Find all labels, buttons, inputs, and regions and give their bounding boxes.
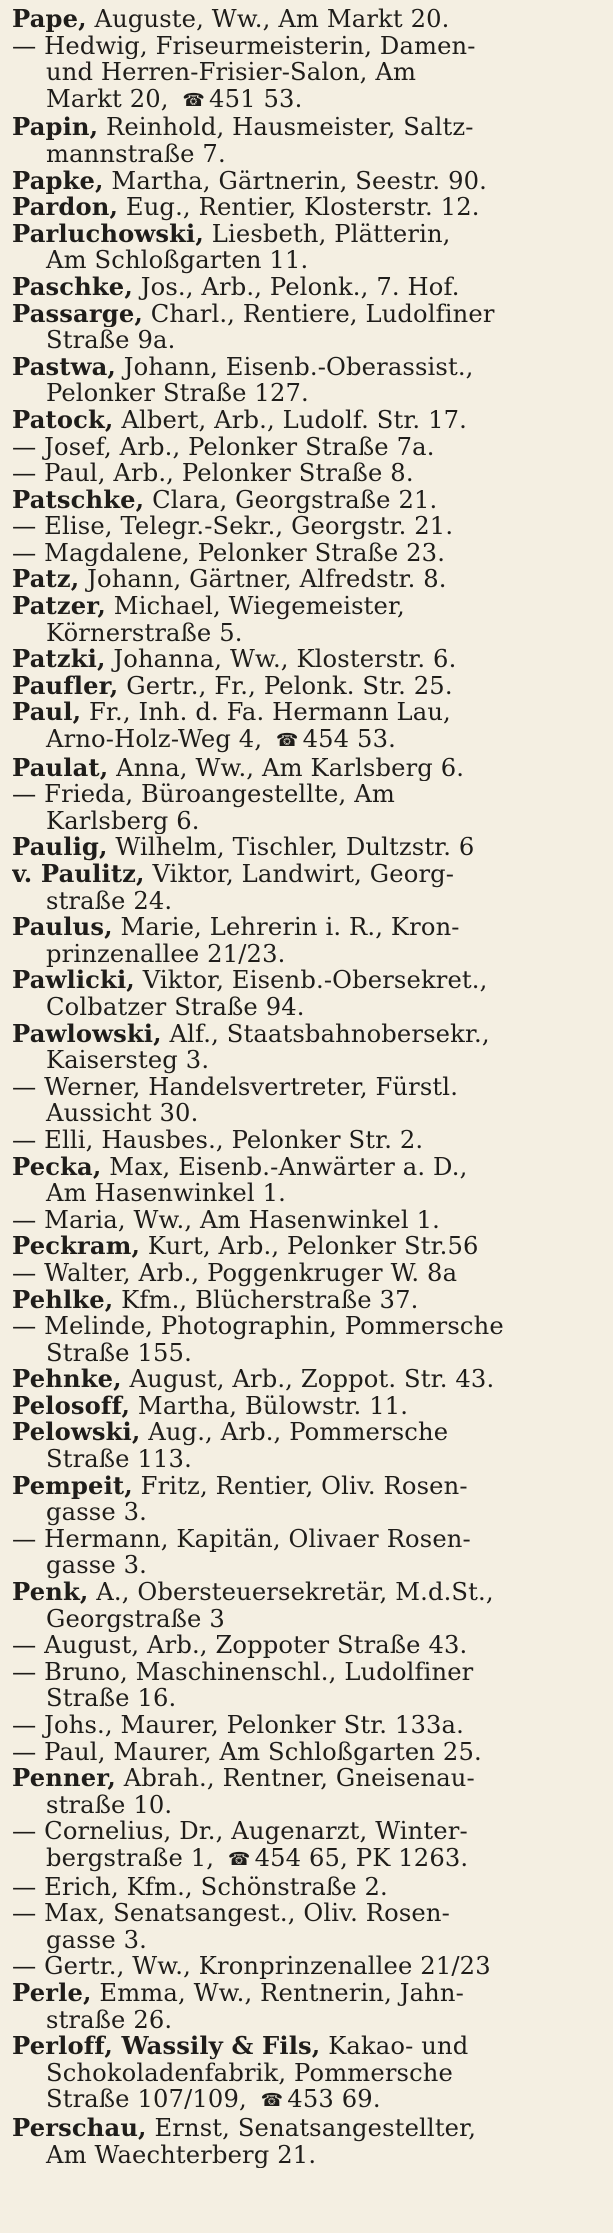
entry-text: Georgstraße 3 <box>46 1605 225 1633</box>
entry-text: — Melinde, Photographin, Pommersche <box>12 1313 504 1340</box>
entry-line <box>12 1606 603 1633</box>
entry-text: — Paul, Maurer, Am Schloßgarten 25. <box>12 1738 482 1766</box>
phone-number: 454 53. <box>302 726 396 754</box>
entry-text: — Walter, Arb., Poggenkruger W. 8a <box>12 1259 458 1287</box>
directory-entry <box>12 1021 603 1074</box>
entry-line <box>12 808 603 835</box>
entry-line <box>12 1154 603 1181</box>
directory-entry <box>12 1419 603 1472</box>
entry-text: Albert, Arb., Ludolf. Str. 17. <box>113 406 467 434</box>
entry-text: Arno-Holz-Weg 4, <box>46 726 271 754</box>
entry-line <box>12 1953 603 1980</box>
entry-line <box>12 1207 603 1234</box>
entry-text: Körnerstraße 5. <box>46 619 243 647</box>
entry-line <box>12 487 603 514</box>
entry-text: Fr., Inh. d. Fa. Hermann Lau, <box>81 699 451 727</box>
directory-entry <box>12 6 603 33</box>
entry-text: Karlsberg 6. <box>46 807 200 835</box>
directory-entry <box>12 1980 603 2033</box>
entry-surname: Pastwa, <box>12 353 116 381</box>
entry-line <box>12 1074 603 1101</box>
entry-text: Abrah., Rentner, Gneisenau- <box>115 1765 475 1792</box>
entry-line <box>12 1180 603 1207</box>
entry-text: Straße 9a. <box>46 327 176 354</box>
directory-entry <box>12 1154 603 1207</box>
entry-text: Aussicht 30. <box>46 1100 199 1127</box>
entry-text: Straße 155. <box>46 1339 192 1367</box>
phone-number: 453 69. <box>287 2086 381 2114</box>
entry-line <box>12 274 603 301</box>
directory-entry <box>12 1526 603 1579</box>
directory-entry <box>12 1473 603 1526</box>
entry-text: Anna, Ww., Am Karlsberg 6. <box>108 754 465 782</box>
entry-line <box>12 2033 603 2060</box>
entry-surname: Patzer, <box>12 593 106 620</box>
directory-entry <box>12 487 603 514</box>
entry-text: Viktor, Landwirt, Georg- <box>144 861 455 888</box>
directory-entry <box>12 2115 603 2168</box>
entry-text: Liesbeth, Plätterin, <box>203 220 451 248</box>
entry-line <box>12 1659 603 1686</box>
entry-text: Schokoladenfabrik, Pommersche <box>46 2059 453 2087</box>
entry-text: Wilhelm, Tischler, Dultzstr. 6 <box>107 834 475 861</box>
directory-entry <box>12 673 603 700</box>
entry-text: Fritz, Rentier, Oliv. Rosen- <box>132 1472 468 1500</box>
entry-text: mannstraße 7. <box>46 140 226 168</box>
entry-line <box>12 566 603 593</box>
entry-line <box>12 1818 603 1845</box>
entry-line <box>12 1927 603 1954</box>
entry-surname: Papke, <box>12 167 104 195</box>
entry-surname: v. Paulitz, <box>12 861 145 888</box>
entry-text: straße 26. <box>46 2006 173 2034</box>
directory-entry <box>12 1818 603 1873</box>
directory-entry <box>12 1313 603 1366</box>
entry-text: Reinhold, Hausmeister, Saltz- <box>98 114 474 141</box>
entry-text: Marie, Lehrerin i. R., Kron- <box>112 914 460 941</box>
entry-surname: Penk, <box>12 1579 89 1606</box>
entry-text: — Johs., Maurer, Pelonker Str. 133a. <box>12 1712 464 1739</box>
entry-text: Ernst, Senatsangestellter, <box>146 2114 477 2142</box>
directory-entry <box>12 1287 603 1314</box>
entry-line <box>12 861 603 888</box>
entry-line <box>12 540 603 567</box>
directory-entry <box>12 1366 603 1393</box>
entry-text: — Hermann, Kapitän, Olivaer Rosen- <box>12 1525 471 1553</box>
entry-surname: Paulat, <box>12 754 109 782</box>
entry-line <box>12 247 603 274</box>
entry-text: — Paul, Arb., Pelonker Straße 8. <box>12 460 414 487</box>
entry-line <box>12 1021 603 1048</box>
entry-text: — Josef, Arb., Pelonker Straße 7a. <box>12 433 435 461</box>
entry-line <box>12 1233 603 1260</box>
entry-text: — Maria, Ww., Am Hasenwinkel 1. <box>12 1206 440 1234</box>
entry-surname: Paul, <box>12 699 82 727</box>
entry-surname: Patschke, <box>12 486 145 514</box>
entry-line <box>12 141 603 168</box>
entry-text: Kfm., Blücherstraße 37. <box>113 1286 419 1314</box>
entry-line <box>12 699 603 726</box>
entry-line <box>12 834 603 861</box>
entry-text: — Magdalene, Pelonker Straße 23. <box>12 539 446 567</box>
directory-entry <box>12 2033 603 2115</box>
phone-icon: ☎ <box>182 89 206 111</box>
entry-surname: Pelowski, <box>12 1419 141 1447</box>
directory-entry <box>12 513 603 540</box>
entry-line <box>12 1473 603 1500</box>
entry-text: und Herren-Frisier-Salon, Am <box>46 59 417 86</box>
entry-text: Eug., Rentier, Klosterstr. 12. <box>118 194 480 221</box>
entry-text: — Hedwig, Friseurmeisterin, Damen- <box>12 32 476 60</box>
phone-icon: ☎ <box>276 730 299 752</box>
entry-line <box>12 781 603 808</box>
entry-surname: Perloff, Wassily & Fils, <box>12 2033 321 2060</box>
entry-line <box>12 1900 603 1927</box>
directory-entry <box>12 1712 603 1739</box>
directory-entry <box>12 114 603 167</box>
entry-text: Johann, Eisenb.-Oberassist., <box>115 353 474 381</box>
directory-entry <box>12 967 603 1020</box>
entry-surname: Pehnke, <box>12 1366 122 1393</box>
entry-text: Aug., Arb., Pommersche <box>140 1419 449 1447</box>
entry-surname: Paulig, <box>12 834 108 861</box>
entry-line <box>12 1874 603 1901</box>
entry-text: Johanna, Ww., Klosterstr. 6. <box>105 646 457 673</box>
entry-text: Straße 113. <box>46 1446 192 1473</box>
entry-surname: Papin, <box>12 114 99 141</box>
entry-line <box>12 941 603 968</box>
directory-entry <box>12 781 603 834</box>
entry-text: Am Waechterberg 21. <box>46 2141 317 2169</box>
entry-line <box>12 1632 603 1659</box>
entry-text: bergstraße 1, <box>46 1844 222 1872</box>
entry-text: Pelonker Straße 127. <box>46 380 309 407</box>
entry-text: Colbatzer Straße 94. <box>46 993 305 1021</box>
entry-line <box>12 755 603 782</box>
entry-line <box>12 2007 603 2034</box>
entry-text: Kaisersteg 3. <box>46 1047 210 1074</box>
entry-line <box>12 914 603 941</box>
entry-line <box>12 1552 603 1579</box>
directory-entry <box>12 1074 603 1127</box>
entry-text: Michael, Wiegemeister, <box>105 593 405 620</box>
entry-text: — Erich, Kfm., Schönstraße 2. <box>12 1873 388 1901</box>
entry-line <box>12 434 603 461</box>
directory-entry <box>12 1874 603 1901</box>
entry-line <box>12 2142 603 2169</box>
entry-text: Martha, Gärtnerin, Seestr. 90. <box>103 167 488 195</box>
entry-text: Emma, Ww., Rentnerin, Jahn- <box>91 1979 464 2007</box>
entry-surname: Peckram, <box>12 1233 141 1260</box>
entry-surname: Pawlowski, <box>12 1020 162 1048</box>
entry-text: Kakao- und <box>320 2033 469 2060</box>
entry-text: straße 24. <box>46 887 173 915</box>
entry-text: Alf., Staatsbahnobersekr., <box>161 1020 490 1048</box>
entry-line <box>12 221 603 248</box>
directory-entry <box>12 1127 603 1154</box>
directory-entry <box>12 407 603 434</box>
directory-entry <box>12 354 603 407</box>
entry-line <box>12 1340 603 1367</box>
entry-surname: Perle, <box>12 1979 92 2007</box>
entry-surname: Paufler, <box>12 672 119 700</box>
entry-text: Viktor, Eisenb.-Obersekret., <box>134 967 488 994</box>
entry-text: A., Obersteuersekretär, M.d.St., <box>88 1579 494 1606</box>
entry-text: — Bruno, Maschinenschl., Ludolfiner <box>12 1658 474 1686</box>
entry-line <box>12 593 603 620</box>
directory-entry <box>12 1393 603 1420</box>
entry-line <box>12 888 603 915</box>
entry-text: straße 10. <box>46 1791 173 1819</box>
directory-entry <box>12 1765 603 1818</box>
entry-text: Am Schloßgarten 11. <box>46 247 309 274</box>
entry-line <box>12 1526 603 1553</box>
entry-line <box>12 1287 603 1314</box>
entry-text: Max, Eisenb.-Anwärter a. D., <box>101 1153 468 1181</box>
entry-surname: Pawlicki, <box>12 967 135 994</box>
entry-text: gasse 3. <box>46 1499 148 1526</box>
entry-line <box>12 1739 603 1766</box>
entry-text: prinzenallee 21/23. <box>46 940 286 968</box>
directory-entry <box>12 33 603 115</box>
directory-entry <box>12 914 603 967</box>
entry-line <box>12 1313 603 1340</box>
entry-text: Charl., Rentiere, Ludolfiner <box>142 300 495 328</box>
entry-text: Gertr., Fr., Pelonk. Str. 25. <box>118 672 453 700</box>
directory-entry <box>12 1632 603 1659</box>
entry-line <box>12 6 603 33</box>
directory-entry <box>12 593 603 646</box>
directory-entry <box>12 566 603 593</box>
entry-surname: Perschau, <box>12 2114 147 2142</box>
entry-line <box>12 407 603 434</box>
entry-surname: Patzki, <box>12 646 106 673</box>
directory-entry <box>12 194 603 221</box>
entry-text: August, Arb., Zoppot. Str. 43. <box>121 1366 495 1393</box>
entry-line <box>12 994 603 1021</box>
entry-line <box>12 1499 603 1526</box>
entry-text: — August, Arb., Zoppoter Straße 43. <box>12 1632 468 1659</box>
entry-line <box>12 1366 603 1393</box>
entry-line <box>12 1393 603 1420</box>
entry-line <box>12 1792 603 1819</box>
entry-line <box>12 1845 603 1874</box>
phone-icon: ☎ <box>260 2090 284 2112</box>
entry-text: — Max, Senatsangest., Oliv. Rosen- <box>12 1900 450 1927</box>
directory-entry <box>12 301 603 354</box>
entry-line <box>12 327 603 354</box>
directory-entry <box>12 168 603 195</box>
entry-line <box>12 460 603 487</box>
entry-surname: Pardon, <box>12 194 119 221</box>
directory-entry <box>12 861 603 914</box>
entry-line <box>12 194 603 221</box>
phone-number: 454 65, PK 1263. <box>254 1844 469 1872</box>
directory-entry <box>12 1233 603 1260</box>
phone-number: 451 53. <box>209 85 303 113</box>
directory-entry <box>12 1739 603 1766</box>
entry-text: Johann, Gärtner, Alfredstr. 8. <box>79 566 447 594</box>
entry-line <box>12 2086 603 2115</box>
directory-entry <box>12 755 603 782</box>
entry-line <box>12 2115 603 2142</box>
entry-line <box>12 673 603 700</box>
entry-text: — Cornelius, Dr., Augenarzt, Winter- <box>12 1818 468 1845</box>
entry-text: gasse 3. <box>46 1926 148 1954</box>
entry-text: Am Hasenwinkel 1. <box>46 1180 286 1207</box>
entry-text: Straße 107/109, <box>46 2086 255 2114</box>
entry-surname: Pecka, <box>12 1153 102 1181</box>
entry-line <box>12 726 603 755</box>
entry-text: Clara, Georgstraße 21. <box>144 486 438 514</box>
entry-line <box>12 301 603 328</box>
entry-line <box>12 1260 603 1287</box>
entry-surname: Pelosoff, <box>12 1392 131 1420</box>
entry-text: — Frieda, Büroangestellte, Am <box>12 781 395 808</box>
entry-surname: Paulus, <box>12 914 113 941</box>
entry-line <box>12 513 603 540</box>
directory-entry <box>12 646 603 673</box>
directory-entry <box>12 540 603 567</box>
directory-entry <box>12 434 603 461</box>
entry-surname: Pape, <box>12 6 87 33</box>
entry-text: — Elise, Telegr.-Sekr., Georgstr. 21. <box>12 513 454 540</box>
directory-entry <box>12 1659 603 1712</box>
entry-line <box>12 1685 603 1712</box>
entry-line <box>12 1765 603 1792</box>
entry-text: Straße 16. <box>46 1685 177 1712</box>
entry-line <box>12 1047 603 1074</box>
entry-line <box>12 646 603 673</box>
directory-entry <box>12 460 603 487</box>
entry-line <box>12 1100 603 1127</box>
entry-surname: Penner, <box>12 1765 116 1792</box>
directory-entry <box>12 1579 603 1632</box>
entry-line <box>12 33 603 60</box>
entry-line <box>12 1579 603 1606</box>
entry-text: Martha, Bülowstr. 11. <box>130 1392 409 1420</box>
entry-line <box>12 380 603 407</box>
directory-entry <box>12 274 603 301</box>
directory-entry <box>12 834 603 861</box>
entry-surname: Paschke, <box>12 273 133 301</box>
directory-entry <box>12 1260 603 1287</box>
entry-line <box>12 1419 603 1446</box>
directory-entry <box>12 1953 603 1980</box>
entry-surname: Pempeit, <box>12 1472 133 1500</box>
entry-line <box>12 1712 603 1739</box>
entry-line <box>12 620 603 647</box>
entry-text: Markt 20, <box>46 85 177 113</box>
entry-line <box>12 1980 603 2007</box>
entry-line <box>12 114 603 141</box>
entry-text: — Gertr., Ww., Kronprinzenallee 21/23 <box>12 1953 491 1980</box>
entry-surname: Patock, <box>12 406 114 434</box>
entry-line <box>12 86 603 115</box>
entry-line <box>12 967 603 994</box>
directory-entry <box>12 221 603 274</box>
entry-text: Kurt, Arb., Pelonker Str.56 <box>140 1233 479 1260</box>
entry-line <box>12 2060 603 2087</box>
directory-entry <box>12 1207 603 1234</box>
entry-line <box>12 1127 603 1154</box>
entry-text: — Elli, Hausbes., Pelonker Str. 2. <box>12 1126 424 1154</box>
entry-line <box>12 1446 603 1473</box>
directory-entry <box>12 1900 603 1953</box>
directory-entry <box>12 699 603 754</box>
entry-text: gasse 3. <box>46 1552 148 1580</box>
entry-surname: Patz, <box>12 566 80 594</box>
entry-line <box>12 168 603 195</box>
entry-surname: Passarge, <box>12 300 143 328</box>
entry-surname: Parluchowski, <box>12 220 204 248</box>
phone-icon: ☎ <box>227 1848 251 1870</box>
entry-line <box>12 354 603 381</box>
entry-line <box>12 59 603 86</box>
entry-text: — Werner, Handelsvertreter, Fürstl. <box>12 1073 459 1101</box>
entry-surname: Pehlke, <box>12 1286 114 1314</box>
entry-text: Auguste, Ww., Am Markt 20. <box>86 6 450 33</box>
entry-text: Jos., Arb., Pelonk., 7. Hof. <box>132 273 460 301</box>
